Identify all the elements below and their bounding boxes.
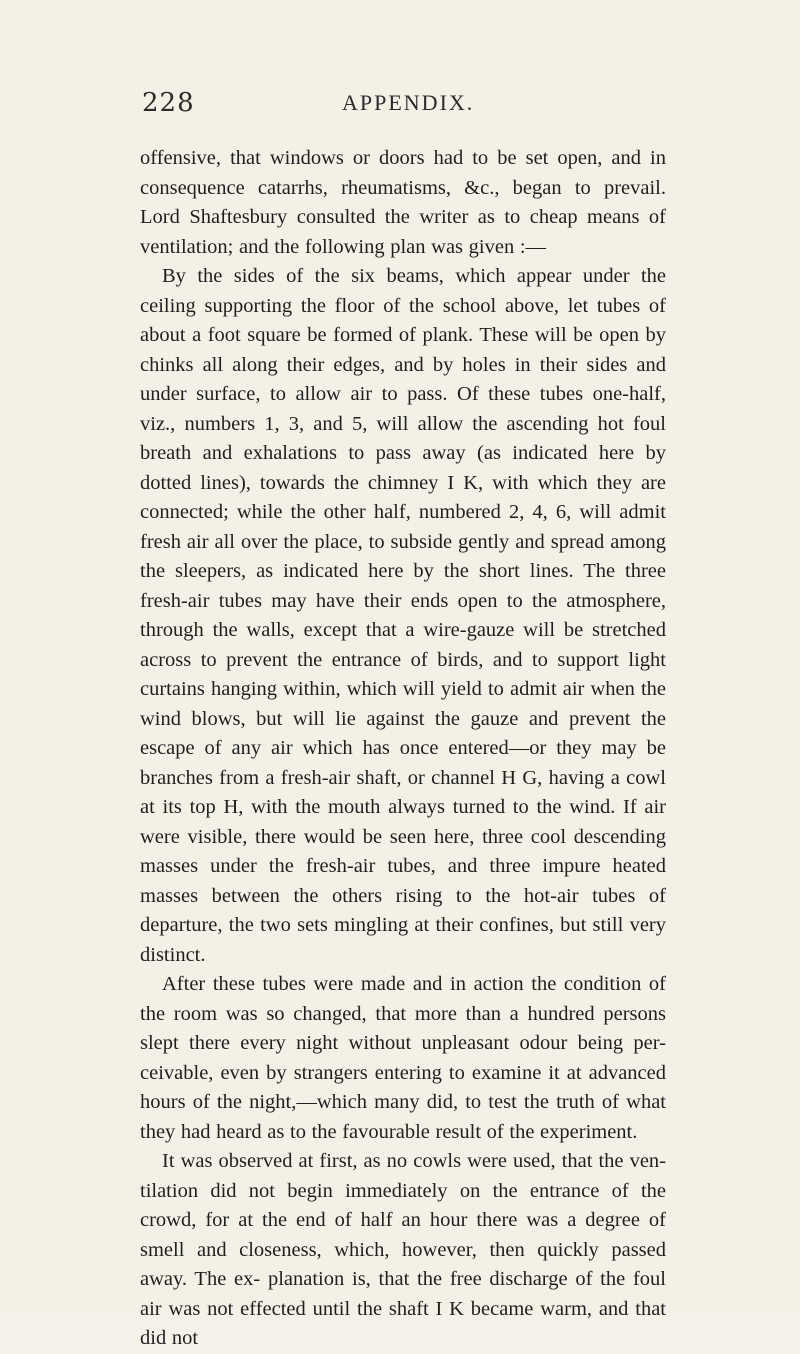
paragraph-observation: It was observed at first, as no cowls were used, that the ven- tilation did not begin immediately on the entrance of the crowd, for at the end of half an hour there was a degree of smell and closeness, which, however, then quickly passed away. The ex- planation is, that the free discharge of the foul air was not effected until the shaft I K became warm, and that did not	[140, 1150, 666, 1349]
paragraph-continuation: offensive, that windows or doors had to be set open, and in consequence catarrhs, rheumatisms, &c., began to prevail. Lord Shaftesbury consulted the writer as to cheap means of ventilation; and the following plan was given :—	[140, 147, 666, 258]
page-number: 228	[142, 88, 195, 118]
paragraph-results: After these tubes were made and in action the condition of the room was so changed, that more than a hundred persons slept there every night without unpleasant odour being per- ceivable, even by strangers entering to examine it at advanced hours of the night,—which many did, to test the truth of what they had heard as to the favourable result of the experiment.	[140, 973, 666, 1143]
paragraph-ventilation-plan: By the sides of the six beams, which appear under the ceiling supporting the floor of the school above, let tubes of about a foot square be formed of plank. These will be open by chinks all along their edges, and by holes in their sides and under surface, to allow air to pass. Of these tubes one-half, viz., numbers 1, 3, and 5, will allow the ascending hot foul breath and exhalations to pass away (as indicated here by dotted lines), towards the chimney I K, with which they are connected; while the other half, numbered 2, 4, 6, will admit fresh air all over the place, to subside gently and spread among the sleepers, as indicated here by the short lines. The three fresh-air tubes may have their ends open to the atmosphere, through the walls, except that a wire-gauze will be stretched across to prevent the entrance of birds, and to support light curtains hanging within, which will yield to admit air when the wind blows, but will lie against the gauze and prevent the escape of any air which has once entered—or they may be branches from a fresh-air shaft, or channel H G, having a cowl at its top H, with the mouth always turned to the wind. If air were visible, there would be seen here, three cool descending masses under the fresh-air tubes, and three impure heated masses between the others rising to the hot-air tubes of departure, the two sets mingling at their confines, but still very distinct.	[140, 265, 666, 966]
page-header	[142, 88, 682, 128]
running-head: APPENDIX.	[342, 90, 475, 115]
body-text	[140, 144, 666, 1354]
